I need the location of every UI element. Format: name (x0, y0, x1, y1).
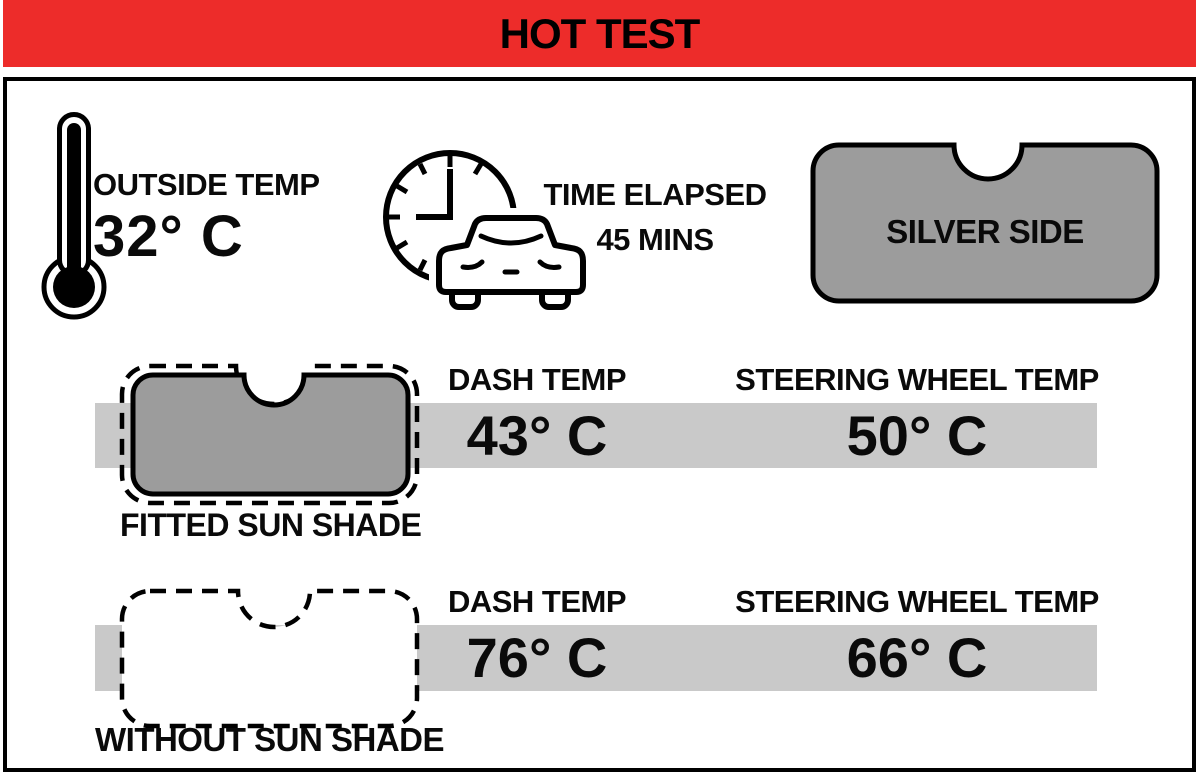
header-banner (3, 0, 1196, 67)
sunshade-silver (810, 142, 1160, 304)
row1-label: FITTED SUN SHADE (120, 507, 422, 543)
sunshade-outline (116, 586, 424, 731)
outside-temp-block (93, 165, 320, 269)
row2-steering-temp-value: 66° C (846, 626, 988, 689)
row2-dash-temp-value: 76° C (466, 626, 608, 689)
page-title: HOT TEST (499, 9, 700, 57)
time-elapsed-value: 45 MINS (596, 222, 714, 257)
row1-steering-temp-value: 50° C (846, 404, 988, 467)
outside-temp-value: 32° C (93, 204, 244, 269)
row1-dash-temp-header: DASH TEMP (447, 362, 627, 397)
time-elapsed-block (530, 175, 780, 260)
silver-side-label: SILVER SIDE (886, 213, 1084, 250)
time-elapsed-label: TIME ELAPSED (543, 177, 767, 212)
row1-steering-temp-header: STEERING WHEEL TEMP (735, 362, 1099, 397)
main-panel (3, 77, 1196, 772)
row2-dash-temp-header: DASH TEMP (447, 584, 627, 619)
row2-label: WITHOUT SUN SHADE (95, 721, 444, 758)
outside-temp-label: OUTSIDE TEMP (93, 167, 320, 202)
row2-steering-temp-header: STEERING WHEEL TEMP (735, 584, 1099, 619)
sunshade-fitted (116, 362, 424, 510)
row1-dash-temp-value: 43° C (466, 404, 608, 467)
